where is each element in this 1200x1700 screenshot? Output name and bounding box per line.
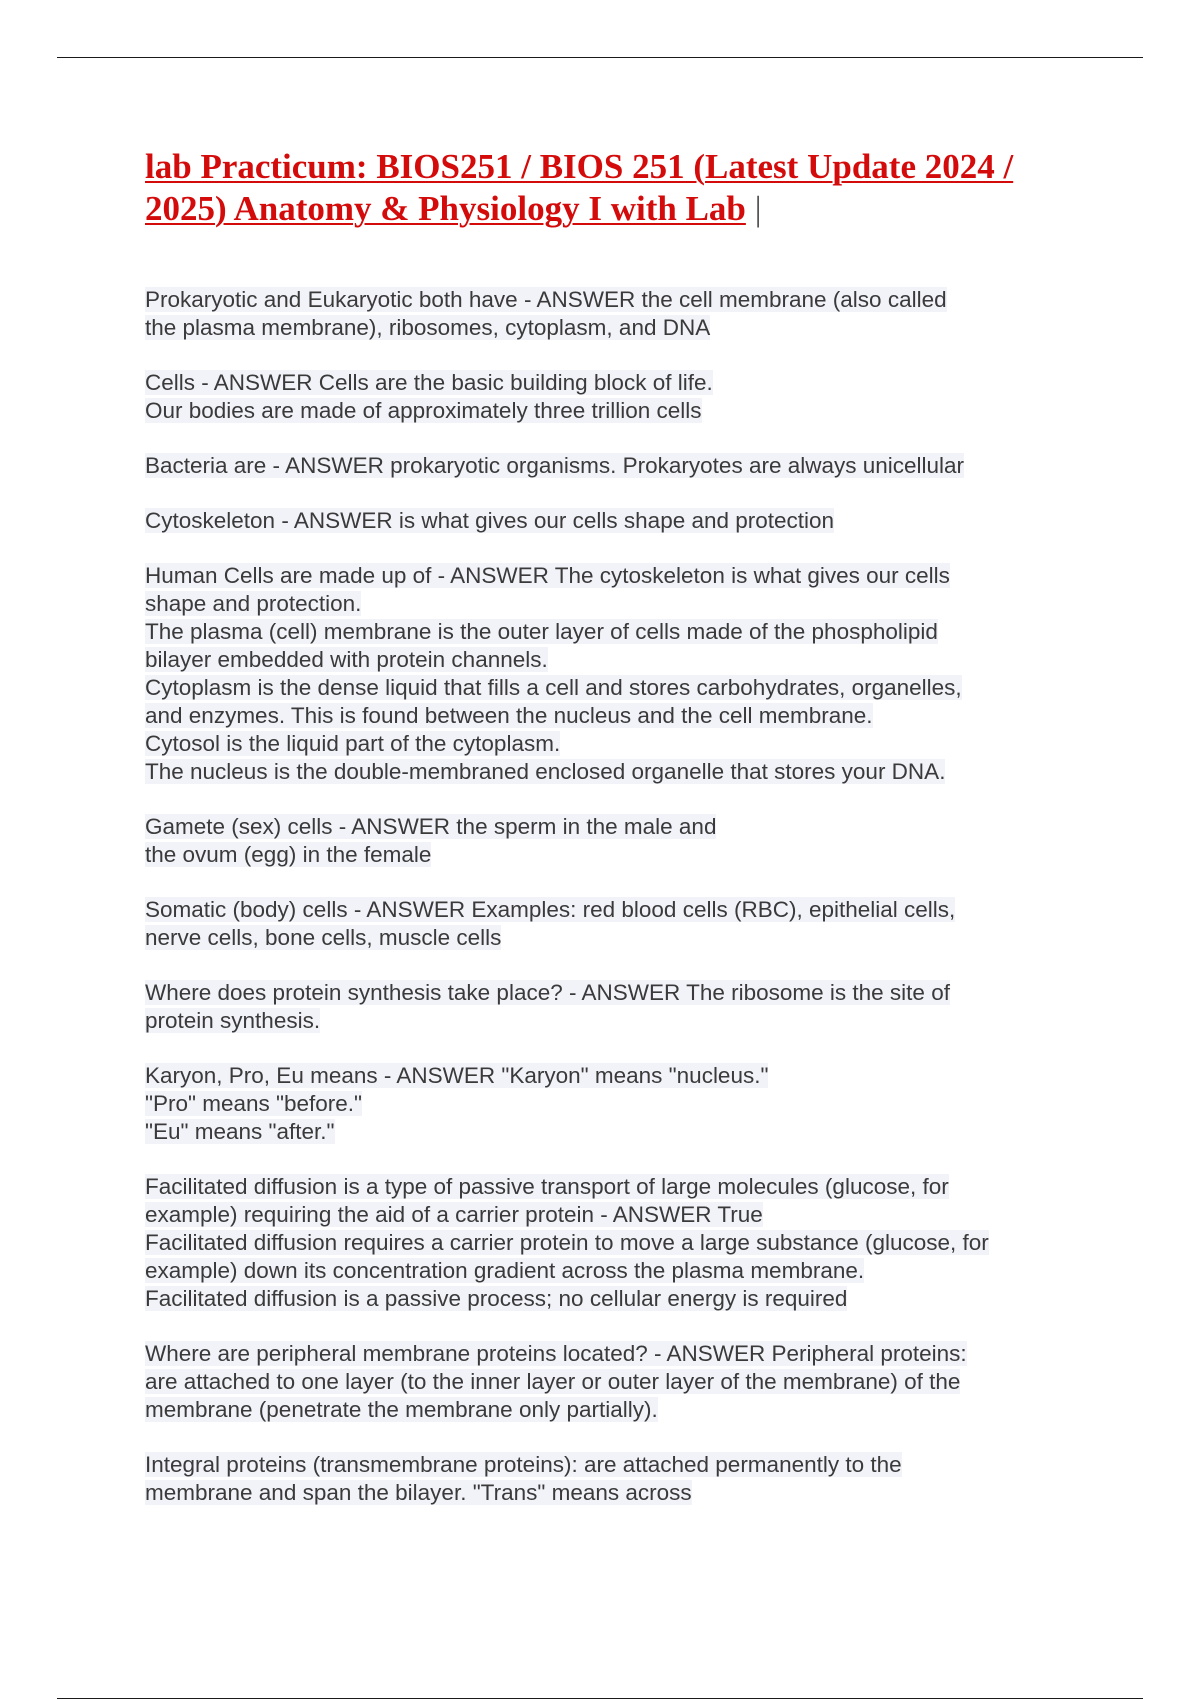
qa-line: bilayer embedded with protein channels. [145, 647, 548, 672]
qa-line: The plasma (cell) membrane is the outer layer of cells made of the phospholipid [145, 619, 938, 644]
qa-line: nerve cells, bone cells, muscle cells [145, 925, 502, 950]
qa-line: protein synthesis. [145, 1008, 321, 1033]
qa-line: shape and protection. [145, 591, 362, 616]
qa-line: Human Cells are made up of - ANSWER The cytoskeleton is what gives our cells [145, 563, 950, 588]
footer-rule [57, 1698, 1143, 1699]
qa-entry-bacteria [145, 452, 1065, 480]
title-separator: | [754, 189, 762, 228]
qa-entry-peripheral-proteins [145, 1340, 1065, 1424]
qa-line: Facilitated diffusion is a passive process; no cellular energy is required [145, 1286, 848, 1311]
qa-line: Facilitated diffusion requires a carrier protein to move a large substance (glucose, for [145, 1230, 989, 1255]
qa-line: are attached to one layer (to the inner layer or outer layer of the membrane) of the [145, 1369, 961, 1394]
qa-entry-facilitated-diffusion [145, 1173, 1065, 1313]
qa-entry-protein-synthesis [145, 979, 1065, 1035]
qa-line: Where does protein synthesis take place? - ANSWER The ribosome is the site of [145, 980, 950, 1005]
qa-line: example) requiring the aid of a carrier protein - ANSWER True [145, 1202, 763, 1227]
qa-line: "Pro" means "before." [145, 1091, 363, 1116]
qa-entry-human-cells [145, 562, 1065, 786]
qa-line: Cytosol is the liquid part of the cytoplasm. [145, 731, 561, 756]
qa-line: The nucleus is the double-membraned enclosed organelle that stores your DNA. [145, 759, 946, 784]
qa-entry-cells [145, 369, 1065, 425]
qa-line: Somatic (body) cells - ANSWER Examples: red blood cells (RBC), epithelial cells, [145, 897, 956, 922]
qa-list [145, 286, 1065, 1534]
qa-line: and enzymes. This is found between the nucleus and the cell membrane. [145, 703, 873, 728]
qa-entry-somatic-cells [145, 896, 1065, 952]
qa-line: Gamete (sex) cells - ANSWER the sperm in the male and [145, 814, 717, 839]
qa-line: Integral proteins (transmembrane proteins): are attached permanently to the [145, 1452, 902, 1477]
document-title-link[interactable]: lab Practicum: BIOS251 / BIOS 251 (Latest Update 2024 / 2025) Anatomy & Physiology I with Lab [145, 147, 1014, 228]
qa-line: Cells - ANSWER Cells are the basic building block of life. [145, 370, 713, 395]
qa-line: Prokaryotic and Eukaryotic both have - ANSWER the cell membrane (also called [145, 287, 947, 312]
qa-entry-karyon-pro-eu [145, 1062, 1065, 1146]
qa-line: the ovum (egg) in the female [145, 842, 432, 867]
header-rule [57, 57, 1143, 58]
qa-line: Facilitated diffusion is a type of passive transport of large molecules (glucose, for [145, 1174, 949, 1199]
qa-line: membrane (penetrate the membrane only partially). [145, 1397, 658, 1422]
qa-entry-integral-proteins [145, 1451, 1065, 1507]
qa-line: example) down its concentration gradient across the plasma membrane. [145, 1258, 865, 1283]
qa-line: Cytoskeleton - ANSWER is what gives our cells shape and protection [145, 508, 835, 533]
document-title [145, 146, 1065, 230]
qa-entry-prokaryotic-eukaryotic [145, 286, 1065, 342]
qa-entry-gamete-cells [145, 813, 1065, 869]
qa-line: Cytoplasm is the dense liquid that fills a cell and stores carbohydrates, organelles, [145, 675, 962, 700]
qa-line: membrane and span the bilayer. "Trans" means across [145, 1480, 692, 1505]
qa-line: the plasma membrane), ribosomes, cytoplasm, and DNA [145, 315, 711, 340]
qa-line: "Eu" means "after." [145, 1119, 335, 1144]
qa-line: Where are peripheral membrane proteins located? - ANSWER Peripheral proteins: [145, 1341, 967, 1366]
qa-line: Karyon, Pro, Eu means - ANSWER "Karyon" means "nucleus." [145, 1063, 769, 1088]
qa-entry-cytoskeleton [145, 507, 1065, 535]
qa-line: Bacteria are - ANSWER prokaryotic organisms. Prokaryotes are always unicellular [145, 453, 965, 478]
qa-line: Our bodies are made of approximately three trillion cells [145, 398, 702, 423]
